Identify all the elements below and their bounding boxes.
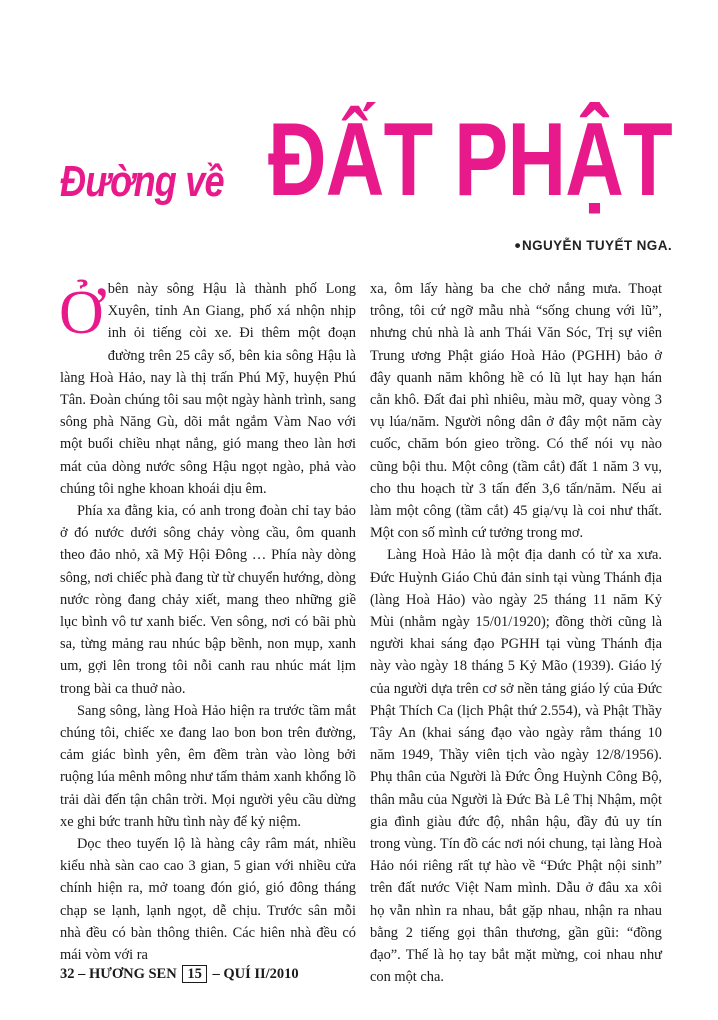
column-left <box>60 278 356 966</box>
title-main: ĐẤT PHẬT <box>268 102 672 218</box>
author-name: NGUYỄN TUYẾT NGA. <box>521 238 672 253</box>
paragraph-4: Dọc theo tuyến lộ là hàng cây râm mát, nhiều kiểu nhà sàn cao cao 3 gian, 5 gian với nhiều cửa chính hiện ra, mở toang đón gió, gió đông tháng chạp se lạnh, lạnh ngọt, dễ chịu. Trước sân mỗi nhà đều có bàn thông thiên. Các hiên nhà đều có mái vòm với ra <box>60 836 356 964</box>
drop-cap: Ở <box>59 279 104 347</box>
page-footer <box>60 965 299 983</box>
column-right <box>370 278 662 989</box>
paragraph-1 <box>60 278 356 500</box>
issue-number-box: 15 <box>182 965 207 983</box>
footer-quarter: – QUÍ II/2010 <box>212 966 299 982</box>
paragraph-1-text: bên này sông Hậu là thành phố Long Xuyên, tỉnh An Giang, phố xá nhộn nhịp inh ỏi tiếng còi xe. Đi thêm một đoạn đường trên 25 cây số, bên kia sông Hậu là làng Hoà Hảo, nay là thị trấn Phú Mỹ, huyện Phú Tân. Đoàn chúng tôi sau một ngày hành trình, sang sông phà Năng Gù, dõi mắt ngắm Vàm Nao với một buổi chiều nhạt nắng, gió mang theo làn hơi mát của dòng nước sông Hậu ngọt ngào, phả vào chúng tôi nghe khoan khoái dịu êm. <box>60 281 356 497</box>
footer-page-magazine: 32 – HƯƠNG SEN <box>60 966 177 982</box>
paragraph-5: Làng Hoà Hảo là một địa danh có từ xa xưa. Đức Huỳnh Giáo Chủ đản sinh tại vùng Thánh địa (làng Hoà Hảo) vào ngày 25 tháng 11 năm Kỷ Mùi (nhằm ngày 15/01/1920); đồng thời cũng là người khai sáng đạo PGHH tại vùng Thánh địa này vào ngày 18 tháng 5 Kỷ Mão (1939). Giáo lý của người dựa trên cơ sở nền tảng giáo lý của Đức Phật Thích Ca (lịch Phật thứ 2.554), và Phật Thầy Tây An (khai sáng đạo vào ngày rằm tháng 10 năm 1949, Thầy viên tịch vào ngày 12/8/1956). Phụ thân của Người là Đức Ông Huỳnh Công Bộ, thân mẫu của Người là Đức Bà Lê Thị Nhậm, một gia đình giàu đức độ, nhân hậu, đầy đủ uy tín trong vùng. Tín đồ các nơi nói chung, tại làng Hoà Hảo nói riêng rất tự hào về “Đức Phật nội sinh” trên đất nước Việt Nam mình. Dẫu ở đâu xa xôi họ vẫn nhìn ra nhau, bắt gặp nhau, nhận ra nhau bằng 2 tiếng gọi thân thương, gần gũi: “đồng đạo”. Thế là họ tay bắt mặt mừng, coi nhau như con một cha. <box>370 547 662 986</box>
paragraph-2: Phía xa đằng kia, có anh trong đoàn chỉ tay bảo ở đó nước dưới sông chảy vòng cầu, ôm quanh theo đảo nhỏ, xã Mỹ Hội Đông … Phía này dòng sông, nơi chiếc phà đang từ từ chuyển hướng, dòng nước ròng đang chảy xiết, mang theo những giề lục bình vô tư xanh biếc. Ven sông, nơi có bãi phù sa, từng mảng rau nhúc bập bềnh, non mụp, xanh um, gợi lên trong tôi nỗi canh rau nhúc mát lịm trong bài ca thuở nào. <box>60 503 356 697</box>
bullet-icon: • <box>514 236 521 255</box>
paragraph-4-continued: xa, ôm lấy hàng ba che chở nắng mưa. Thoạt trông, tôi cứ ngỡ mẫu nhà “sống chung với lũ”, nhưng chủ nhà là anh Thái Văn Sóc, Trị sự viên Trung ương Phật giáo Hoà Hảo (PGHH) bảo ở đây quanh năm không hề có lũ lụt hay hạn hán cằn khô. Đất đai phì nhiêu, màu mỡ, quay vòng 3 vụ lúa/năm. Người nông dân ở đây một năm cày cuốc, chăm bón gieo trồng. Có thể nói vụ nào cũng bội thu. Một công (tầm cắt) đất 1 năm 3 vụ, cho thu hoạch từ 3 tấn đến 3,6 tấn/năm. Nếu ai làm một công (tầm cắt) 45 giạ/vụ là coi như thất. Một con số mình cứ tưởng trong mơ. <box>370 281 662 542</box>
byline <box>515 236 672 256</box>
title-prefix: Đường về <box>60 157 224 206</box>
paragraph-3: Sang sông, làng Hoà Hảo hiện ra trước tầm mắt chúng tôi, chiếc xe đang lao bon bon trên đường, cảm giác bình yên, êm đềm tràn vào lòng bởi ruộng lúa mênh mông như tấm thảm xanh khổng lồ trải dài đến tận chân trời. Mọi người yêu cầu dừng xe ghi bức tranh hữu tình này để kỷ niệm. <box>60 702 356 830</box>
